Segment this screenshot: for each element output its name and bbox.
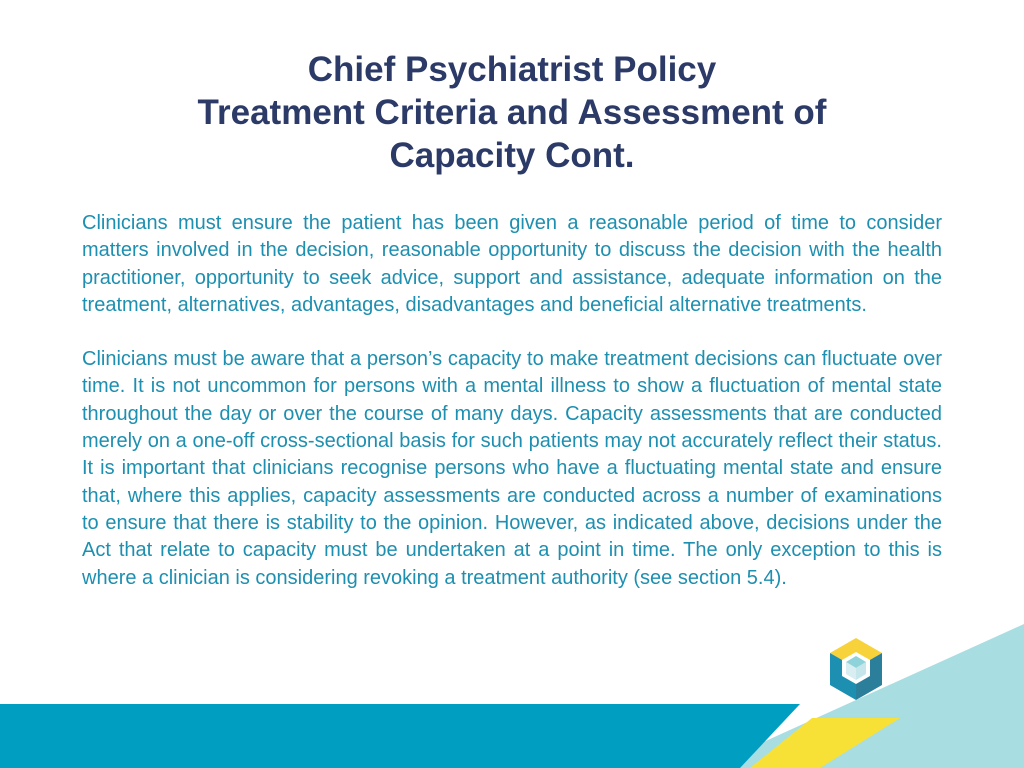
title-line-1: Chief Psychiatrist Policy: [307, 50, 717, 89]
title-line-3: Capacity Cont.: [389, 136, 635, 175]
title-line-2: Treatment Criteria and Assessment of: [197, 93, 827, 132]
slide-body: [82, 210, 942, 619]
footer-yellow-band: [750, 718, 900, 768]
slide-title: [100, 48, 924, 177]
footer-blue-band: [0, 704, 800, 768]
paragraph-1: Clinicians must ensure the patient has been given a reasonable period of time to consider matters involved in the decision, reasonable opportunity to discuss the decision with the health practitioner, opportunity to seek advice, support and assistance, adequate information on the treatment, alternatives, advantages, disadvantages and beneficial alternative treatments.: [82, 212, 942, 316]
hexagon-cube-logo-icon: [826, 636, 886, 702]
paragraph-2: Clinicians must be aware that a person’s capacity to make treatment decisions can fluctuate over time. It is not uncommon for persons with a mental illness to show a fluctuation of mental state throughout the day or over the course of many days. Capacity assessments that are conducted merely on a one-off cross-sectional basis for such patients may not accurately reflect their status. It is important that clinicians recognise persons who have a fluctuating mental state and ensure that, where this applies, capacity assessments are conducted across a number of examinations to ensure that there is stability to the opinion. However, as indicated above, decisions under the Act that relate to capacity must be undertaken at a point in time. The only exception to this is where a clinician is considering revoking a treatment authority (see section 5.4).: [82, 348, 942, 589]
